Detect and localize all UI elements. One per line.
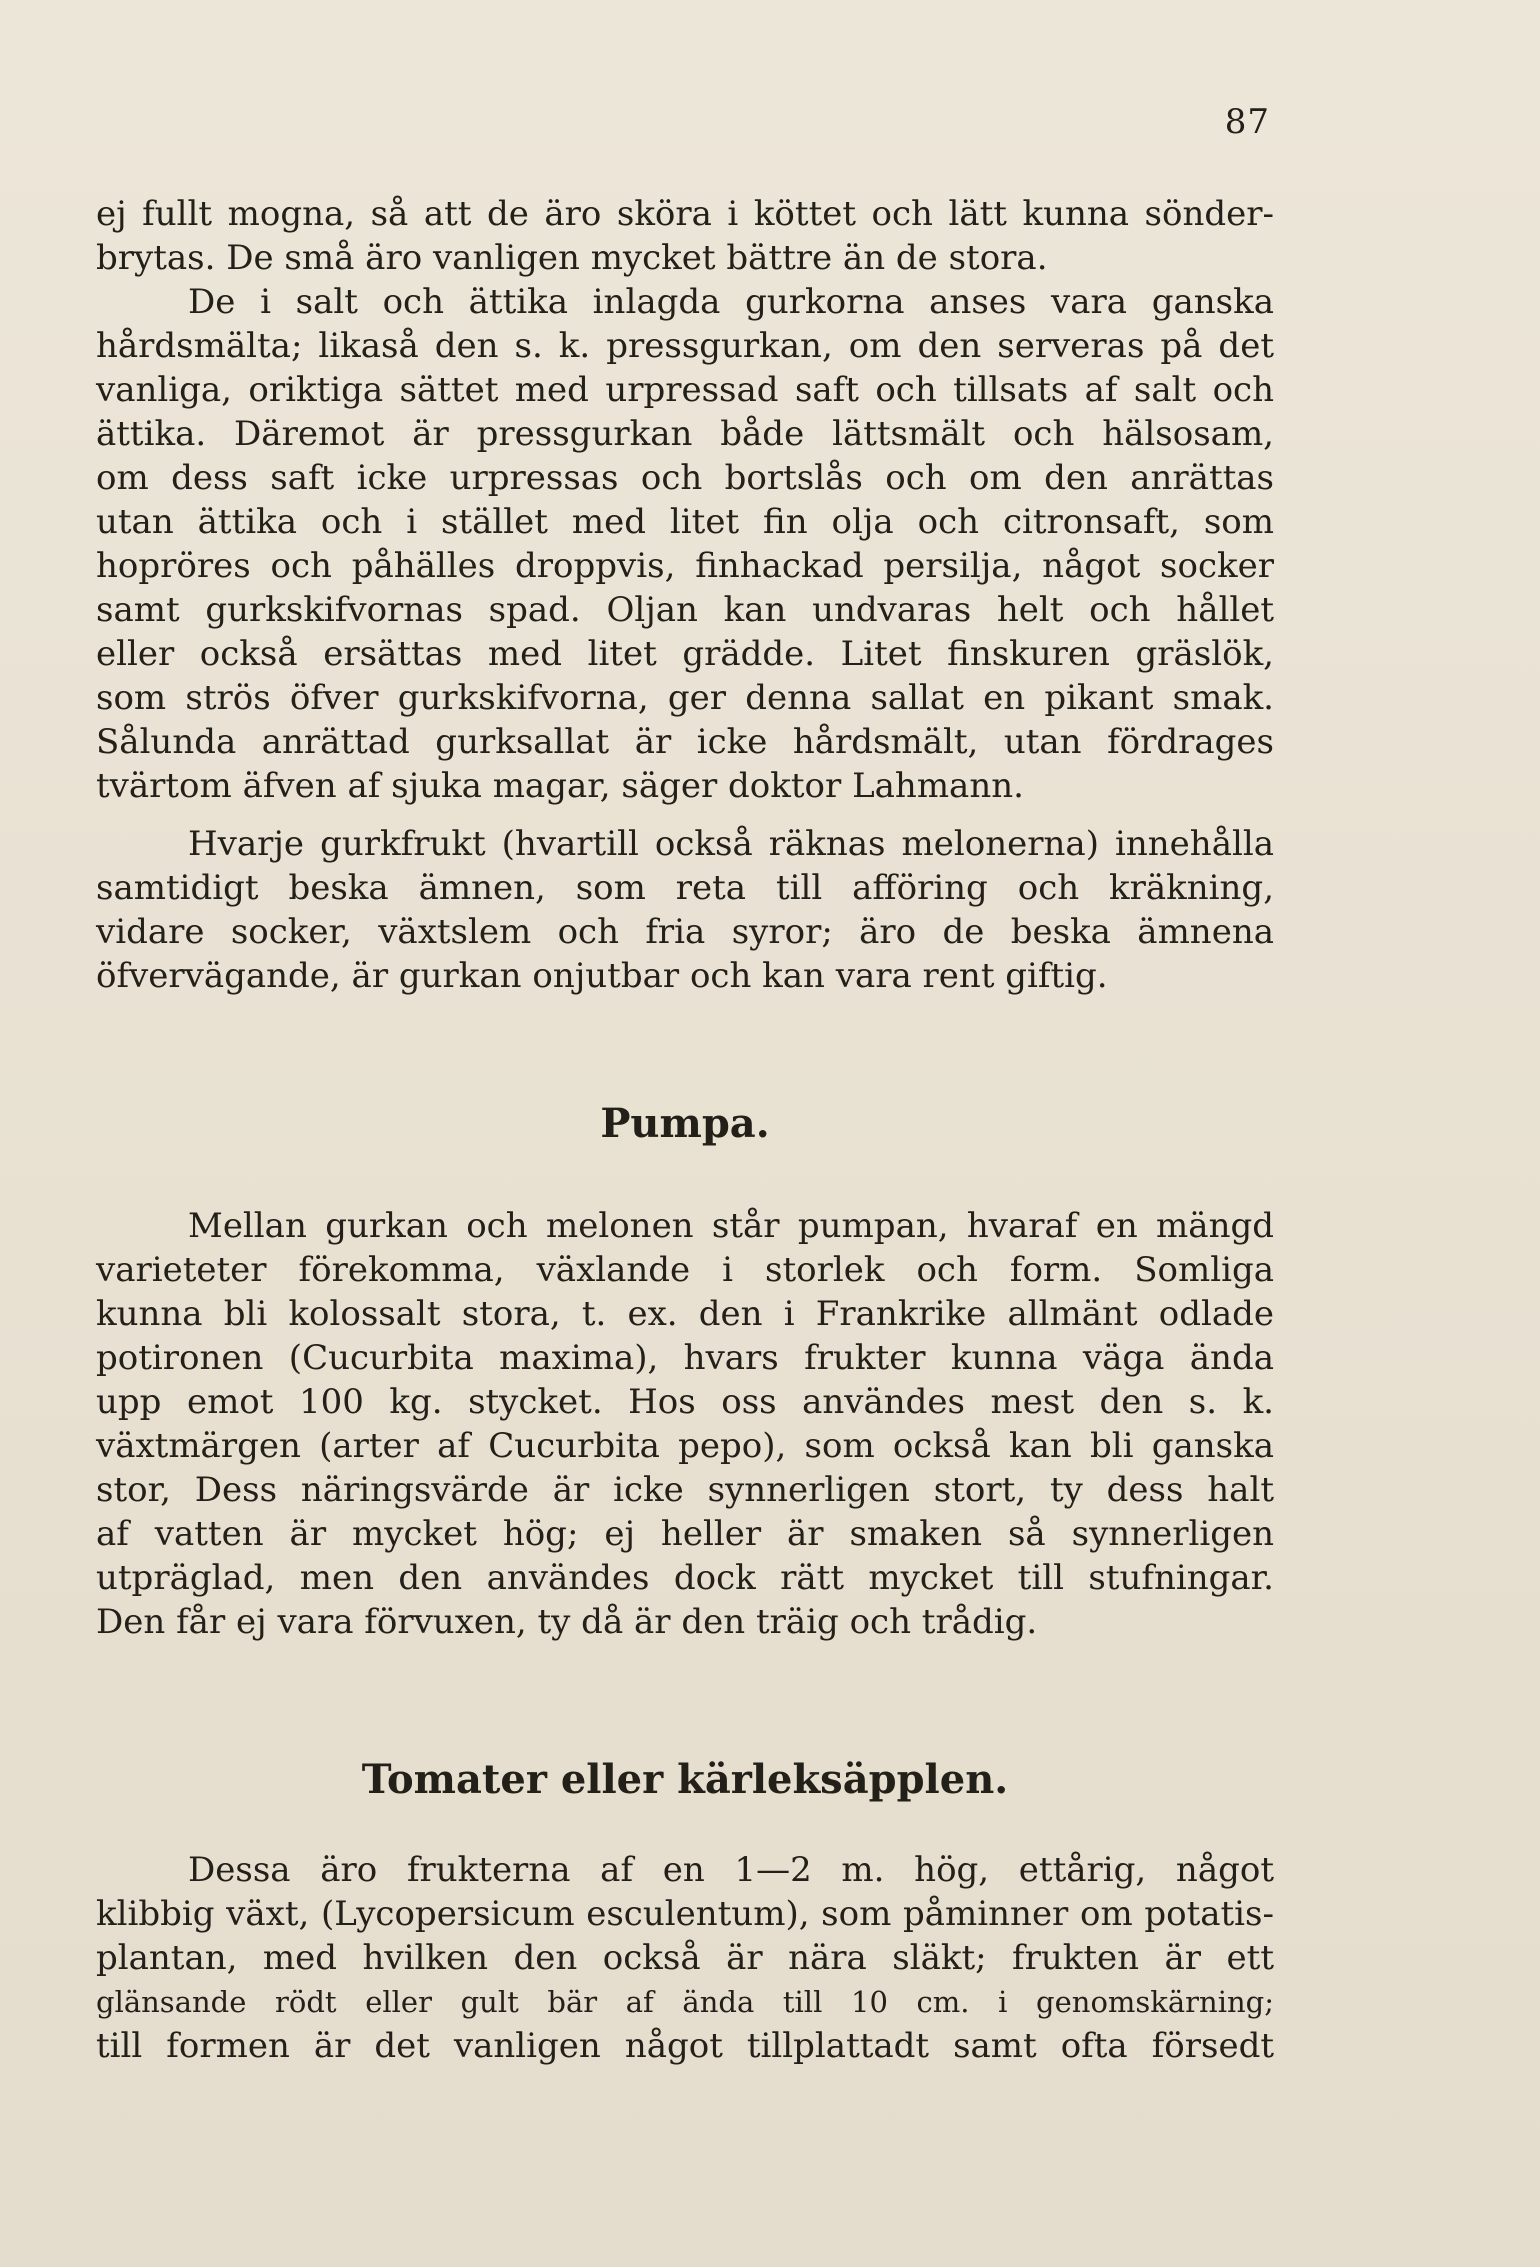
text-line: vanliga, oriktiga sättet med urpressad saft och tillsats af salt och [96, 370, 1274, 410]
paragraph-tomater [96, 1848, 1274, 2068]
text-line: af vatten är mycket hög; ej heller är smaken så synnerligen [96, 1514, 1274, 1554]
text-line: hårdsmälta; likaså den s. k. pressgurkan, om den serveras på det [96, 326, 1274, 366]
text-line: vidare socker, växtslem och fria syror; äro de beska ämnena [96, 912, 1274, 952]
text-line: öfvervägande, är gurkan onjutbar och kan vara rent giftig. [96, 956, 1108, 996]
paragraph-gurka-continuation [96, 192, 1274, 280]
text-line: ej fullt mogna, så att de äro sköra i köttet och lätt kunna sönder- [96, 194, 1274, 234]
text-line: utan ättika och i stället med litet fin olja och citronsaft, som [96, 502, 1274, 542]
text-line: samt gurkskifvornas spad. Oljan kan undvaras helt och hållet [96, 590, 1274, 630]
text-line: upp emot 100 kg. stycket. Hos oss användes mest den s. k. [96, 1382, 1274, 1422]
paragraph-pumpa [96, 1204, 1274, 1644]
text-line: tvärtom äfven af sjuka magar, säger doktor Lahmann. [96, 766, 1024, 806]
text-line: glänsande rödt eller gult bär af ända till 10 cm. i genomskärning; [96, 1985, 1274, 2019]
text-line: varieteter förekomma, växlande i storlek och form. Somliga [96, 1250, 1274, 1290]
text-line: Sålunda anrättad gurksallat är icke hårdsmält, utan fördrages [96, 722, 1274, 762]
text-line: Hvarje gurkfrukt (hvartill också räknas melonerna) innehålla [188, 824, 1274, 864]
page-number: 87 [1224, 102, 1270, 142]
section-heading-pumpa: Pumpa. [600, 1100, 770, 1147]
text-line: om dess saft icke urpressas och bortslås och om den anrättas [96, 458, 1274, 498]
text-line: De i salt och ättika inlagda gurkorna anses vara ganska [188, 282, 1274, 322]
text-line: ättika. Däremot är pressgurkan både lättsmält och hälsosam, [96, 414, 1274, 454]
text-line: plantan, med hvilken den också är nära släkt; frukten är ett [96, 1938, 1274, 1978]
text-line: till formen är det vanligen något tillplattadt samt ofta försedt [96, 2026, 1274, 2066]
text-line: stor, Dess näringsvärde är icke synnerligen stort, ty dess halt [96, 1470, 1274, 1510]
text-line: brytas. De små äro vanligen mycket bättre än de stora. [96, 238, 1048, 278]
text-line: klibbig växt, (Lycopersicum esculentum), som påminner om potatis- [96, 1894, 1274, 1934]
text-line: samtidigt beska ämnen, som reta till afföring och kräkning, [96, 868, 1274, 908]
paragraph-inlagda-gurkor [96, 280, 1274, 808]
paragraph-gurkfrukt [96, 822, 1274, 998]
section-heading-tomater: Tomater eller kärleksäpplen. [361, 1756, 1009, 1803]
text-line: Dessa äro frukterna af en 1—2 m. hög, ettårig, något [188, 1850, 1274, 1890]
text-line: kunna bli kolossalt stora, t. ex. den i Frankrike allmänt odlade [96, 1294, 1274, 1334]
text-line: utpräglad, men den användes dock rätt mycket till stufningar. [96, 1558, 1274, 1598]
text-line: potironen (Cucurbita maxima), hvars frukter kunna väga ända [96, 1338, 1274, 1378]
text-line: Mellan gurkan och melonen står pumpan, hvaraf en mängd [188, 1206, 1274, 1246]
text-line: eller också ersättas med litet grädde. Litet finskuren gräslök, [96, 634, 1274, 674]
text-line: Den får ej vara förvuxen, ty då är den träig och trådig. [96, 1602, 1038, 1642]
text-line: som strös öfver gurkskifvorna, ger denna sallat en pikant smak. [96, 678, 1274, 718]
text-line: hopröres och påhälles droppvis, finhackad persilja, något socker [96, 546, 1274, 586]
text-line: växtmärgen (arter af Cucurbita pepo), som också kan bli ganska [96, 1426, 1274, 1466]
